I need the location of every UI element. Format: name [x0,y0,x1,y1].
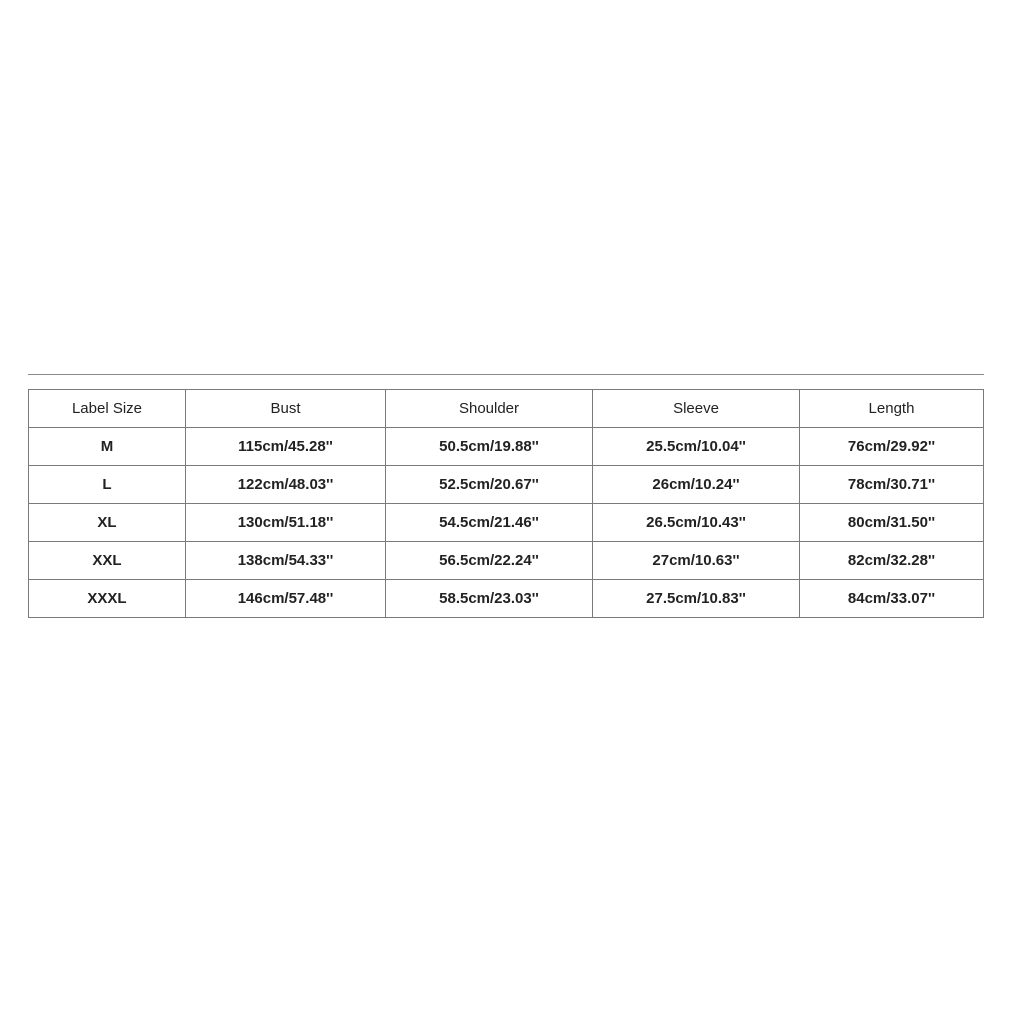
cell-length: 80cm/31.50'' [800,504,984,542]
header-row [29,390,984,428]
cell-size: XL [29,504,186,542]
cell-size: M [29,428,186,466]
cell-bust: 138cm/54.33'' [186,542,386,580]
cell-bust: 115cm/45.28'' [186,428,386,466]
cell-sleeve: 27cm/10.63'' [593,542,800,580]
cell-shoulder: 54.5cm/21.46'' [386,504,593,542]
cell-shoulder: 52.5cm/20.67'' [386,466,593,504]
cell-size: XXXL [29,580,186,618]
header-bust: Bust [186,390,386,428]
size-chart-table [28,389,984,618]
table-row [29,504,984,542]
cell-bust: 130cm/51.18'' [186,504,386,542]
table-row [29,466,984,504]
cell-bust: 146cm/57.48'' [186,580,386,618]
cell-sleeve: 27.5cm/10.83'' [593,580,800,618]
cell-length: 82cm/32.28'' [800,542,984,580]
size-chart-header [29,390,984,428]
header-sleeve: Sleeve [593,390,800,428]
cell-size: XXL [29,542,186,580]
cell-length: 76cm/29.92'' [800,428,984,466]
header-length: Length [800,390,984,428]
cell-sleeve: 26cm/10.24'' [593,466,800,504]
cell-length: 84cm/33.07'' [800,580,984,618]
table-row [29,428,984,466]
cell-sleeve: 26.5cm/10.43'' [593,504,800,542]
header-shoulder: Shoulder [386,390,593,428]
cell-shoulder: 56.5cm/22.24'' [386,542,593,580]
cell-size: L [29,466,186,504]
top-divider [28,374,984,375]
cell-sleeve: 25.5cm/10.04'' [593,428,800,466]
size-chart-body [29,428,984,618]
header-label-size: Label Size [29,390,186,428]
table-row [29,542,984,580]
table-row [29,580,984,618]
cell-length: 78cm/30.71'' [800,466,984,504]
cell-bust: 122cm/48.03'' [186,466,386,504]
cell-shoulder: 50.5cm/19.88'' [386,428,593,466]
cell-shoulder: 58.5cm/23.03'' [386,580,593,618]
